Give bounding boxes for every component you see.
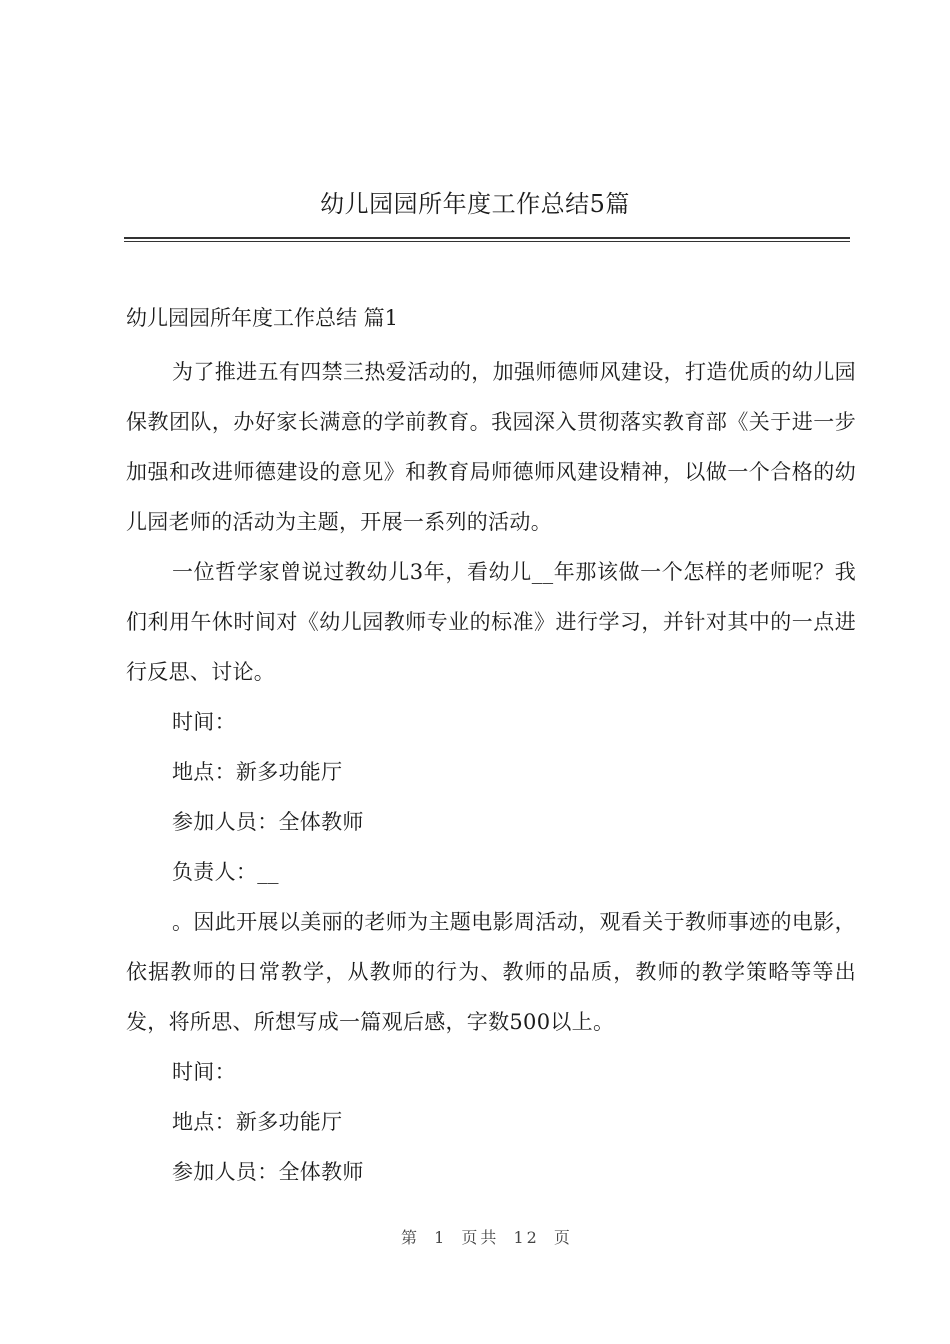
document-body [126,297,856,1197]
document-title: 幼儿园园所年度工作总结5篇 [320,190,630,218]
paragraph-participants-1: 参加人员：全体教师 [172,810,364,834]
paragraph-philosopher: 一位哲学家曾说过教幼儿3年，看幼儿__年那该做一个怎样的老师呢？我们利用午休时间对《幼儿园教师专业的标准》进行学习，并针对其中的一点进行反思、讨论。 [126,560,856,684]
paragraph-participants-2: 参加人员：全体教师 [172,1160,364,1184]
paragraph-time-1: 时间： [172,710,236,734]
paragraph-intro: 为了推进五有四禁三热爱活动的，加强师德师风建设，打造优质的幼儿园保教团队，办好家长满意的学前教育。我园深入贯彻落实教育部《关于进一步加强和改进师德建设的意见》和教育局师德师风建设精神，以做一个合格的幼儿园老师的活动为主题，开展一系列的活动。 [126,360,856,534]
section-heading: 幼儿园园所年度工作总结 篇1 [126,306,399,330]
page-footer: 第 1 页共 12 页 [401,1228,573,1247]
paragraph-location-1: 地点：新多功能厅 [172,760,343,784]
paragraph-responsible: 负责人：__ [172,860,279,884]
paragraph-time-2: 时间： [172,1060,236,1084]
title-divider [124,237,850,242]
paragraph-film-week: 。因此开展以美丽的老师为主题电影周活动，观看关于教师事迹的电影，依据教师的日常教学，从教师的行为、教师的品质，教师的教学策略等等出发，将所思、所想写成一篇观后感，字数500以上。 [126,910,856,1034]
paragraph-location-2: 地点：新多功能厅 [172,1110,343,1134]
